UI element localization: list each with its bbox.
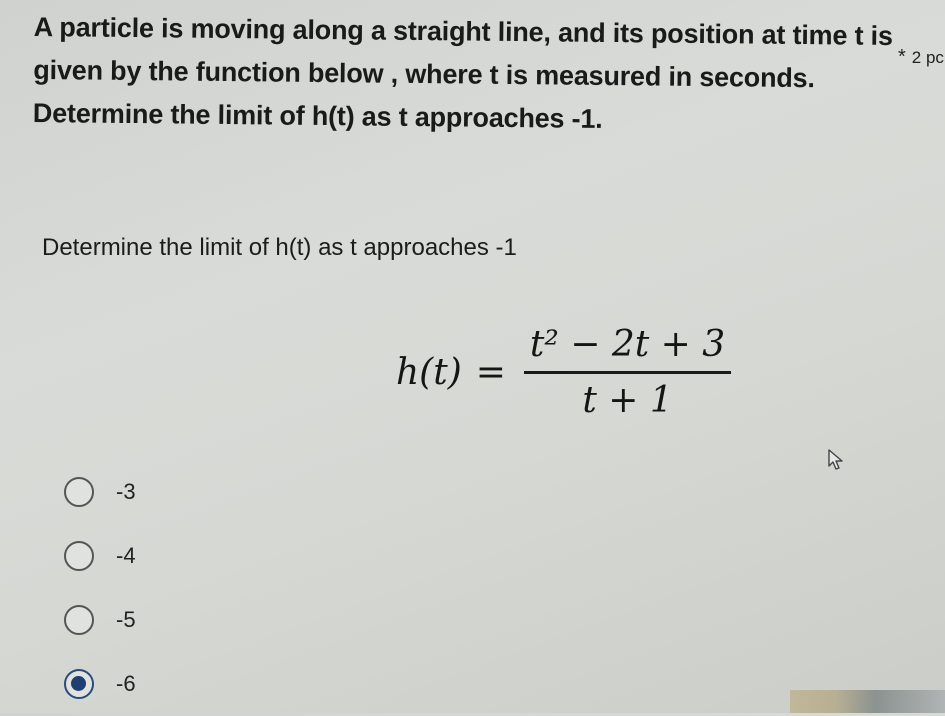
option-label[interactable]: -3 (116, 479, 136, 504)
required-asterisk: * (898, 46, 906, 68)
formula-lhs: h(t) (396, 351, 462, 393)
sub-prompt: Determine the limit of h(t) as t approaches -1 (42, 234, 517, 261)
option-row[interactable] (64, 524, 136, 588)
formula-denominator: t + 1 (582, 379, 673, 421)
radio-button[interactable] (64, 541, 94, 571)
radio-button-selected[interactable] (64, 669, 94, 699)
taskbar-edge (790, 690, 945, 713)
option-row[interactable] (64, 588, 136, 652)
option-label[interactable]: -5 (116, 607, 136, 632)
answer-options (64, 460, 136, 716)
radio-button[interactable] (64, 477, 94, 507)
radio-button[interactable] (64, 605, 94, 635)
mouse-pointer-icon (827, 448, 849, 479)
option-label[interactable]: -4 (116, 543, 136, 568)
question-text (33, 6, 894, 144)
formula (396, 322, 731, 422)
formula-equals: = (475, 351, 506, 393)
question-body: A particle is moving along a straight line, and its position at time t is given by the function below , where t is measured in seconds. Determine the limit of h(t) as t approaches -1. (32, 11, 893, 134)
option-row[interactable] (64, 460, 136, 524)
points-label: 2 pc (911, 48, 944, 67)
formula-numerator: t² − 2t + 3 (529, 323, 726, 365)
formula-fraction (524, 324, 731, 421)
option-row[interactable] (64, 652, 136, 716)
option-label[interactable]: -6 (116, 671, 136, 696)
points-indicator (898, 46, 944, 69)
